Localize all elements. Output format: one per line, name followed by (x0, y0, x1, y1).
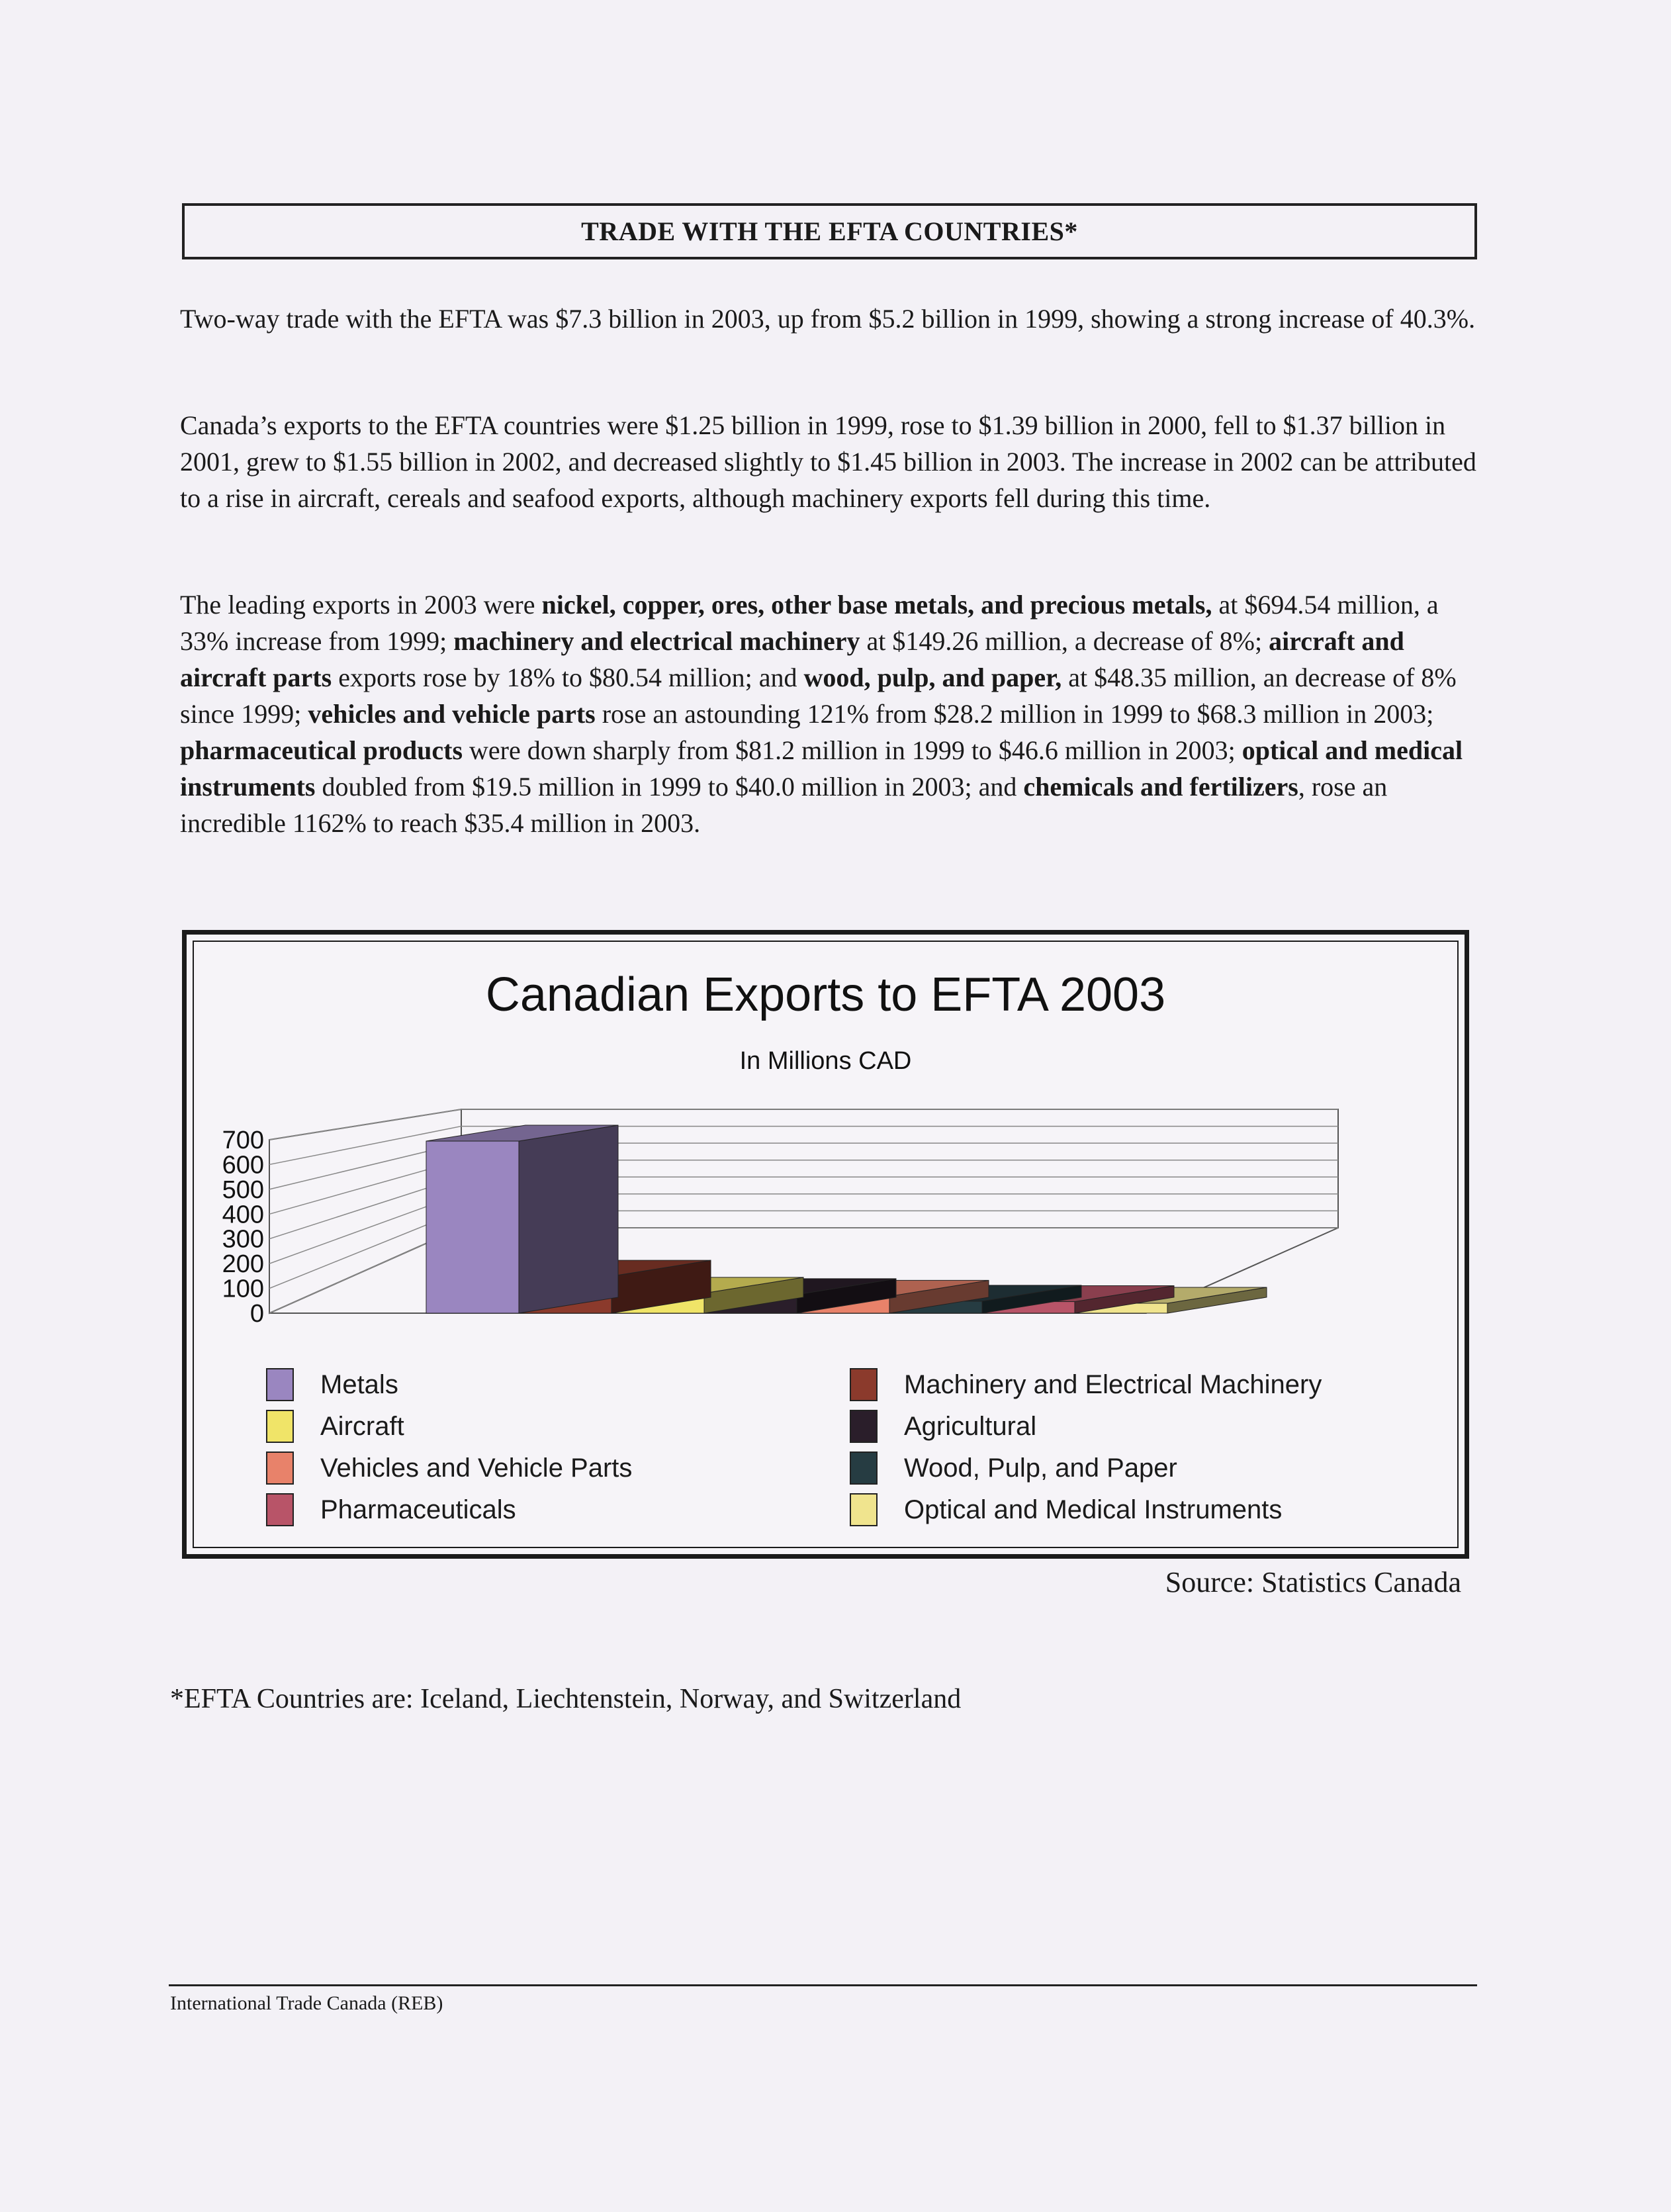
y-tick-label: 300 (222, 1225, 264, 1254)
legend-item (850, 1408, 1036, 1445)
legend-item (266, 1450, 632, 1487)
paragraph-exports-trend: Canada’s exports to the EFTA countries were $1.25 billion in 1999, rose to $1.39 billion in 2000, fell to $1.37 billion in 2001, grew to $1.55 billion in 2002, and decreased slightly to $1.45 billion in 2003. The increase in 2002 can be attributed to a rise in aircraft, cereals and seafood exports, although machinery exports fell during this time. (180, 410, 1476, 513)
legend-label: Optical and Medical Instruments (904, 1495, 1283, 1524)
bold-run: aircraft and aircraft parts (180, 626, 1404, 692)
legend-swatch (266, 1410, 294, 1443)
section-title (182, 203, 1477, 259)
text-run: The leading exports in 2003 were (180, 590, 542, 620)
paragraph-leading-exports (180, 586, 1477, 841)
y-tick-label: 0 (249, 1300, 264, 1328)
chart-frame (182, 930, 1469, 1559)
bar-front-0 (426, 1141, 519, 1313)
legend-label: Vehicles and Vehicle Parts (320, 1453, 633, 1483)
gridline-side (269, 1109, 461, 1140)
legend-label: Aircraft (320, 1411, 404, 1441)
bold-run: chemicals and fertilizers (1023, 772, 1298, 802)
chart-subtitle: In Millions CAD (739, 1047, 912, 1075)
legend-swatch (266, 1368, 294, 1401)
bar-side-0 (519, 1125, 618, 1313)
legend-swatch (850, 1368, 878, 1401)
legend-swatch (266, 1452, 294, 1485)
legend-label: Machinery and Electrical Machinery (904, 1369, 1322, 1399)
section-title-text: TRADE WITH THE EFTA COUNTRIES* (581, 216, 1078, 246)
bold-run: pharmaceutical products (180, 735, 463, 765)
bold-run: machinery and electrical machinery (453, 626, 860, 656)
legend-item (850, 1366, 1322, 1403)
legend-swatch (266, 1493, 294, 1526)
y-tick-label: 100 (222, 1275, 264, 1303)
text-run: were down sharply from $81.2 million in 1999 to $46.6 million in 2003; (463, 735, 1242, 765)
bold-run: vehicles and vehicle parts (308, 699, 596, 729)
chart-title: Canadian Exports to EFTA 2003 (485, 968, 1166, 1021)
y-tick-label: 700 (222, 1127, 264, 1154)
chart-legend (266, 1366, 1391, 1538)
footer-divider (169, 1984, 1477, 1986)
source-note: Source: Statistics Canada (1165, 1566, 1461, 1598)
legend-item (850, 1450, 1177, 1487)
bold-run: wood, pulp, and paper, (803, 663, 1062, 692)
text-run: at $149.26 million, a decrease of 8%; (860, 626, 1269, 656)
y-tick-label: 600 (222, 1151, 264, 1179)
footnote: *EFTA Countries are: Iceland, Liechtenstein, Norway, and Switzerland (170, 1684, 962, 1714)
y-tick-label: 500 (222, 1175, 264, 1204)
text-run: doubled from $19.5 million in 1999 to $40.0 million in 2003; and (315, 772, 1024, 802)
legend-swatch (850, 1493, 878, 1526)
y-tick-label: 200 (222, 1250, 264, 1279)
text-run: , rose an incredible 1162% to reach $35.4 million in 2003. (180, 772, 1388, 838)
legend-item (266, 1366, 398, 1403)
legend-label: Pharmaceuticals (320, 1495, 516, 1524)
text-run: at $694.54 million, a 33% increase from 1999; (180, 590, 1439, 656)
legend-swatch (850, 1452, 878, 1485)
bold-run: nickel, copper, ores, other base metals, and precious metals, (541, 590, 1212, 620)
legend-label: Wood, Pulp, and Paper (904, 1453, 1177, 1483)
legend-swatch (850, 1410, 878, 1443)
legend-label: Metals (320, 1369, 398, 1399)
text-run: rose an astounding 121% from $28.2 million in 1999 to $68.3 million in 2003; (595, 699, 1434, 729)
bold-run: optical and medical instruments (180, 735, 1463, 802)
text-run: at $48.35 million, an decrease of 8% since 1999; (180, 663, 1457, 729)
legend-item (266, 1408, 404, 1445)
y-tick-label: 400 (222, 1201, 264, 1229)
legend-item (266, 1491, 516, 1528)
legend-label: Agricultural (904, 1411, 1037, 1441)
footer-text: International Trade Canada (REB) (170, 1992, 443, 2014)
text-run: exports rose by 18% to $80.54 million; and (332, 663, 804, 692)
legend-item (850, 1491, 1282, 1528)
paragraph-two-way-trade: Two-way trade with the EFTA was $7.3 billion in 2003, up from $5.2 billion in 1999, showing a strong increase of 40.3%. (180, 304, 1476, 334)
